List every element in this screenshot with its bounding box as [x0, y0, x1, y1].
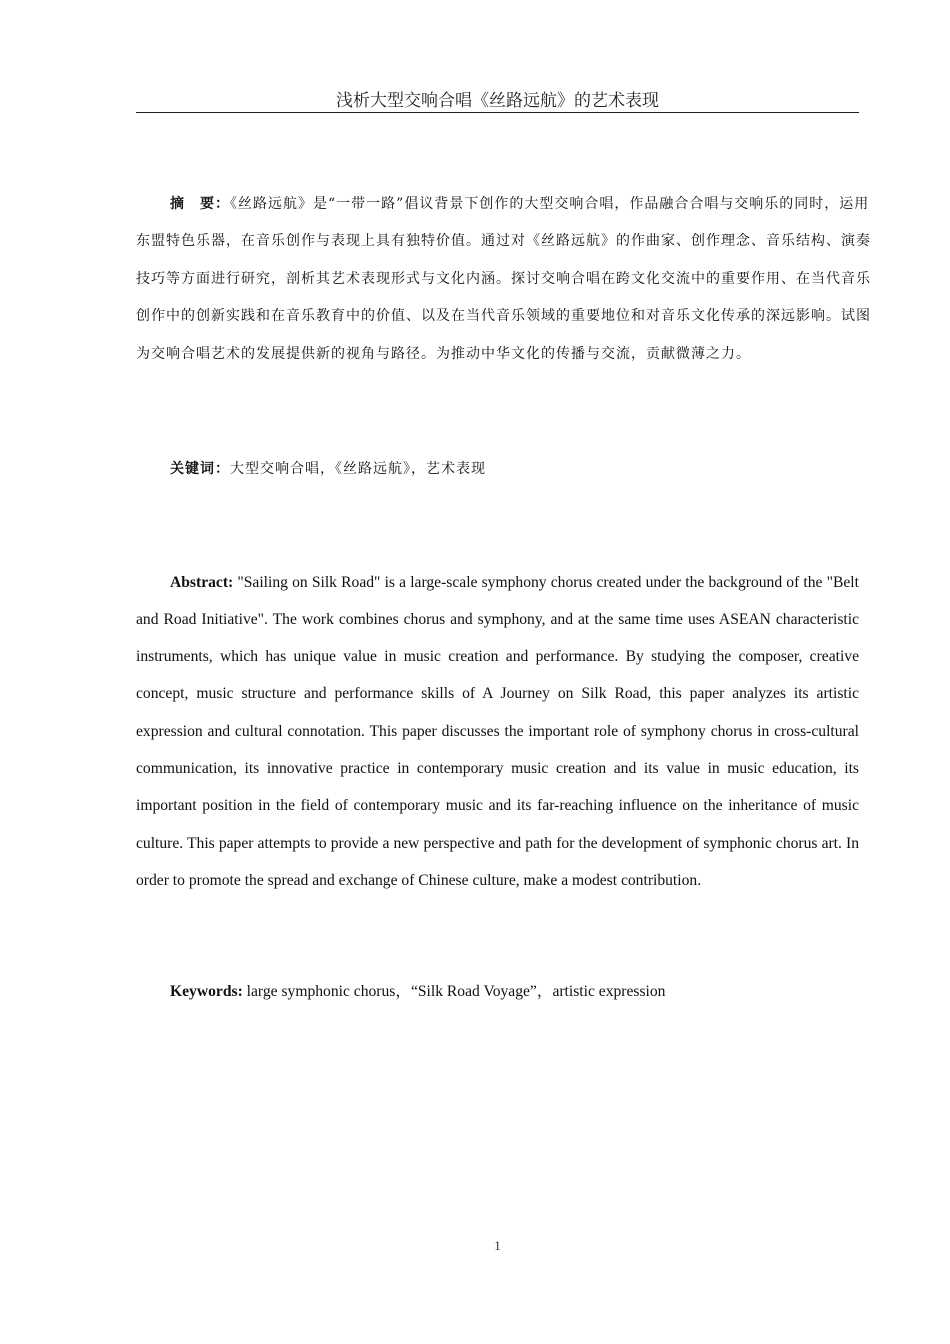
english-keywords — [136, 979, 859, 1005]
chinese-abstract-label: 摘 要： — [170, 196, 230, 212]
english-abstract-text: "Sailing on Silk Road" is a large-scale symphony chorus created under the background of the "Belt and Road Initiative". The work combines chorus and symphony, and at the same time uses ASEAN characteristic instruments, which has unique value in music creation and performance. By studying the composer, creative concept, music structure and performance skills of A Journey on Silk Road, this paper analyzes its artistic expression and cultural connotation. This paper discusses the important role of symphony chorus in cross-cultural communication, its innovative practice in contemporary music creation and its value in music education, its important position in the field of contemporary music and its far-reaching influence on the inheritance of music culture. This paper attempts to provide a new perspective and path for the development of symphonic chorus art. In order to promote the spread and exchange of Chinese culture, make a modest contribution. — [136, 573, 859, 889]
english-keywords-text: large symphonic chorus，“Silk Road Voyage”，artistic expression — [246, 982, 666, 1000]
english-abstract-label: Abstract: — [170, 573, 234, 591]
chinese-keywords-text: 大型交响合唱，《丝路远航》，艺术表现 — [230, 461, 486, 477]
page-number: 1 — [494, 1238, 501, 1253]
english-keywords-label: Keywords: — [170, 982, 243, 1000]
chinese-keywords-label: 关键词： — [170, 461, 230, 477]
chinese-keywords — [136, 456, 859, 482]
chinese-abstract — [136, 186, 872, 373]
running-header-title: 浅析大型交响合唱《丝路远航》的艺术表现 — [136, 90, 859, 113]
english-abstract — [136, 564, 859, 900]
chinese-abstract-text: 《丝路远航》是“一带一路”倡议背景下创作的大型交响合唱，作品融合合唱与交响乐的同时，运用东盟特色乐器，在音乐创作与表现上具有独特价值。通过对《丝路远航》的作曲家、创作理念、音乐结构、演奏技巧等方面进行研究，剖析其艺术表现形式与文化内涵。探讨交响合唱在跨文化交流中的重要作用、在当代音乐创作中的创新实践和在音乐教育中的价值、以及在当代音乐领域的重要地位和对音乐文化传承的深远影响。试图为交响合唱艺术的发展提供新的视角与路径。为推动中华文化的传播与交流，贡献微薄之力。 — [136, 196, 871, 362]
